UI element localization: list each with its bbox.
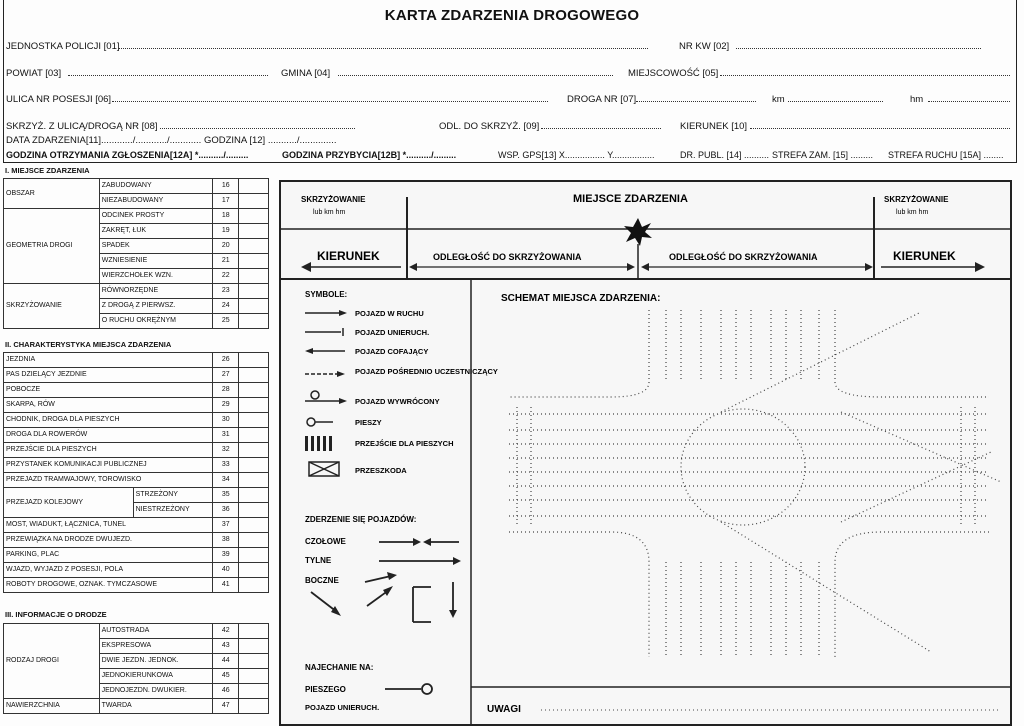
option-code: 18 — [213, 209, 239, 224]
czolowe-label: CZOŁOWE — [305, 537, 346, 546]
option-code: 26 — [213, 353, 239, 368]
table-row — [4, 284, 269, 299]
checkbox-cell[interactable] — [239, 368, 269, 383]
odleglosc-right-label: ODLEGŁOŚĆ DO SKRZYŻOWANIA — [669, 252, 818, 262]
najechanie-label: NAJECHANIE NA: — [305, 663, 374, 672]
odl-field[interactable] — [541, 128, 661, 129]
km-label: km — [772, 94, 785, 105]
option-code: 23 — [213, 284, 239, 299]
kierunek-right-label: KIERUNEK — [893, 249, 956, 263]
sym-pieszy: PIESZY — [355, 418, 382, 427]
sym-pojazd-posrednio: POJAZD POŚREDNIO UCZESTNICZĄCY — [355, 367, 498, 376]
option-label: DROGA DLA ROWERÓW — [4, 428, 213, 443]
ulica-field[interactable] — [112, 101, 548, 102]
table-row — [4, 624, 269, 639]
schemat-drawing — [281, 182, 1010, 724]
table-row — [4, 368, 269, 383]
hm-field[interactable] — [928, 101, 1010, 102]
checkbox-cell[interactable] — [239, 669, 269, 684]
table-row — [4, 413, 269, 428]
checkbox-cell[interactable] — [239, 518, 269, 533]
checkbox-cell[interactable] — [239, 314, 269, 329]
option-code: 17 — [213, 194, 239, 209]
kierunek-field[interactable] — [750, 128, 1010, 129]
table-row — [4, 518, 269, 533]
miejscowosc-field[interactable] — [720, 75, 1010, 76]
option-label: NIEZABUDOWANY — [99, 194, 213, 209]
godzina-przybycia[interactable]: GODZINA PRZYBYCIA[12B] *........../......... — [282, 150, 457, 160]
option-code: 36 — [213, 503, 239, 518]
powiat-field[interactable] — [68, 75, 268, 76]
option-label: ROBOTY DROGOWE, OZNAK. TYMCZASOWE — [4, 578, 213, 593]
table-row — [4, 563, 269, 578]
option-label: JEZDNIA — [4, 353, 213, 368]
kierunek-left-label: KIERUNEK — [317, 249, 380, 263]
checkbox-cell[interactable] — [239, 413, 269, 428]
option-code: 16 — [213, 179, 239, 194]
jednostka-label: JEDNOSTKA POLICJI [01] — [6, 41, 120, 52]
odleglosc-left-label: ODLEGŁOŚĆ DO SKRZYŻOWANIA — [433, 252, 582, 262]
checkbox-cell[interactable] — [239, 224, 269, 239]
table-row — [4, 488, 269, 503]
option-label: SKARPA, RÓW — [4, 398, 213, 413]
option-label: PRZEWIĄZKA NA DRODZE DWUJEZD. — [4, 533, 213, 548]
option-code: 21 — [213, 254, 239, 269]
strefa-zam[interactable]: STREFA ZAM. [15] ......... — [772, 150, 874, 160]
symbole-label: SYMBOLE: — [305, 290, 348, 299]
checkbox-cell[interactable] — [239, 179, 269, 194]
sym-przeszkoda: PRZESZKODA — [355, 466, 407, 475]
checkbox-cell[interactable] — [239, 699, 269, 714]
table-row — [4, 383, 269, 398]
checkbox-cell[interactable] — [239, 269, 269, 284]
section-1-table — [3, 178, 269, 329]
godzina-otrzymania[interactable]: GODZINA OTRZYMANIA ZGŁOSZENIA[12A] *........../......... — [6, 150, 249, 160]
group-label: GEOMETRIA DROGI — [4, 209, 100, 284]
table-row — [4, 428, 269, 443]
intersection-drawing — [509, 310, 1001, 657]
impact-star-icon — [624, 218, 652, 246]
section-2-table — [3, 352, 269, 593]
option-code: 38 — [213, 533, 239, 548]
table-row — [4, 443, 269, 458]
sym-pojazd-wywrocony: POJAZD WYWRÓCONY — [355, 397, 440, 406]
pieszego-label: PIESZEGO — [305, 685, 346, 694]
option-label: WIERZCHOŁEK WZN. — [99, 269, 213, 284]
checkbox-cell[interactable] — [239, 458, 269, 473]
option-label: ZABUDOWANY — [99, 179, 213, 194]
option-label: POBOCZE — [4, 383, 213, 398]
skrzyz-left-label: SKRZYŻOWANIE — [301, 195, 366, 204]
table-row — [4, 209, 269, 224]
tylne-label: TYLNE — [305, 556, 332, 565]
ulica-label: ULICA NR POSESJI [06] — [6, 94, 112, 105]
miejscowosc-label: MIEJSCOWOŚĆ [05] — [628, 68, 719, 79]
strefa-ruchu[interactable]: STREFA RUCHU [15A] ........ — [888, 150, 1004, 160]
checkbox-cell[interactable] — [239, 548, 269, 563]
sym-pojazd-unieruch: POJAZD UNIERUCH. — [355, 328, 430, 337]
option-label: ODCINEK PROSTY — [99, 209, 213, 224]
pojazd-unieruch-label: POJAZD UNIERUCH. — [305, 703, 380, 712]
dr-publ[interactable]: DR. PUBL. [14] .......... — [680, 150, 770, 160]
hm-label: hm — [910, 94, 924, 105]
option-code: 25 — [213, 314, 239, 329]
skrzyz-right-label: SKRZYŻOWANIE — [884, 195, 949, 204]
group-label: PRZEJAZD KOLEJOWY — [4, 488, 134, 518]
checkbox-cell[interactable] — [239, 639, 269, 654]
form-title: KARTA ZDARZENIA DROGOWEGO — [384, 7, 640, 24]
option-label: Z DROGĄ Z PIERWSZ. — [99, 299, 213, 314]
option-label: SPADEK — [99, 239, 213, 254]
option-label: JEDNOJEZDN. DWUKIER. — [99, 684, 213, 699]
kierunek-label: KIERUNEK [10] — [680, 121, 748, 132]
checkbox-cell[interactable] — [239, 398, 269, 413]
option-label: PRZYSTANEK KOMUNIKACJI PUBLICZNEJ — [4, 458, 213, 473]
data-zdarzenia[interactable]: DATA ZDARZENIA[11]............/............/............ GODZINA [12] .........../.............. — [6, 135, 337, 146]
checkbox-cell[interactable] — [239, 684, 269, 699]
checkbox-cell[interactable] — [239, 533, 269, 548]
checkbox-cell[interactable] — [239, 299, 269, 314]
checkbox-cell[interactable] — [239, 503, 269, 518]
table-row — [4, 548, 269, 563]
option-code: 44 — [213, 654, 239, 669]
option-label: WJAZD, WYJAZD Z POSESJI, POLA — [4, 563, 213, 578]
sym-przejscie: PRZEJŚCIE DLA PIESZYCH — [355, 439, 454, 448]
option-code: 30 — [213, 413, 239, 428]
option-label: PAS DZIELĄCY JEZDNIE — [4, 368, 213, 383]
checkbox-cell[interactable] — [239, 563, 269, 578]
option-code: 24 — [213, 299, 239, 314]
table-row — [4, 398, 269, 413]
option-label: PRZEJAZD TRAMWAJOWY, TOROWISKO — [4, 473, 213, 488]
option-code: 34 — [213, 473, 239, 488]
table-row — [4, 578, 269, 593]
boczne-label: BOCZNE — [305, 576, 339, 585]
group-label: SKRZYŻOWANIE — [4, 284, 100, 329]
option-label: TWARDA — [99, 699, 213, 714]
option-code: 42 — [213, 624, 239, 639]
miejsce-label: MIEJSCE ZDARZENIA — [573, 193, 688, 205]
option-label: PARKING, PLAC — [4, 548, 213, 563]
option-code: 43 — [213, 639, 239, 654]
table-row — [4, 699, 269, 714]
option-label: RÓWNORZĘDNE — [99, 284, 213, 299]
table-row — [4, 353, 269, 368]
option-code: 19 — [213, 224, 239, 239]
powiat-label: POWIAT [03] — [6, 68, 62, 79]
table-row — [4, 533, 269, 548]
option-code: 32 — [213, 443, 239, 458]
group-label: RODZAJ DROGI — [4, 624, 100, 699]
schemat-title: SCHEMAT MIEJSCA ZDARZENIA: — [501, 293, 661, 304]
checkbox-cell[interactable] — [239, 488, 269, 503]
option-label: DWIE JEZDN. JEDNOK. — [99, 654, 213, 669]
km-field[interactable] — [788, 101, 883, 102]
uwagi-label: UWAGI — [487, 704, 521, 715]
option-code: 29 — [213, 398, 239, 413]
droga-nr-label: DROGA NR [07] — [567, 94, 637, 105]
nr-kw-field[interactable] — [736, 48, 981, 49]
gmina-field[interactable] — [338, 75, 613, 76]
table-row — [4, 458, 269, 473]
checkbox-cell[interactable] — [239, 239, 269, 254]
checkbox-cell[interactable] — [239, 194, 269, 209]
option-label: CHODNIK, DROGA DLA PIESZYCH — [4, 413, 213, 428]
checkbox-cell[interactable] — [239, 428, 269, 443]
zderzenie-label: ZDERZENIE SIĘ POJAZDÓW: — [305, 515, 417, 524]
option-label: MOST, WIADUKT, ŁĄCZNICA, TUNEL — [4, 518, 213, 533]
checkbox-cell[interactable] — [239, 654, 269, 669]
option-label: PRZEJŚCIE DLA PIESZYCH — [4, 443, 213, 458]
nr-kw-label: NR KW [02] — [679, 41, 730, 52]
section-3-title: III. INFORMACJE O DRODZE — [5, 610, 107, 619]
checkbox-cell[interactable] — [239, 284, 269, 299]
gmina-label: GMINA [04] — [281, 68, 331, 79]
section-1-title: I. MIEJSCE ZDARZENIA — [5, 166, 90, 175]
section-2-title: II. CHARAKTERYSTYKA MIEJSCA ZDARZENIA — [5, 340, 172, 349]
option-label: STRZEŻONY — [133, 488, 213, 503]
option-code: 27 — [213, 368, 239, 383]
wsp-gps[interactable]: WSP. GPS[13] X................ Y................. — [498, 150, 655, 160]
option-code: 39 — [213, 548, 239, 563]
option-code: 31 — [213, 428, 239, 443]
option-label: EKSPRESOWA — [99, 639, 213, 654]
option-code: 41 — [213, 578, 239, 593]
skrzyz-left-sub: lub km hm — [313, 209, 346, 216]
group-label: OBSZAR — [4, 179, 100, 209]
option-code: 40 — [213, 563, 239, 578]
sym-pojazd-w-ruchu: POJAZD W RUCHU — [355, 309, 424, 318]
table-row — [4, 179, 269, 194]
checkbox-cell[interactable] — [239, 473, 269, 488]
option-code: 46 — [213, 684, 239, 699]
group-label: NAWIERZCHNIA — [4, 699, 100, 714]
checkbox-cell[interactable] — [239, 383, 269, 398]
schemat-panel — [279, 180, 1012, 726]
checkbox-cell[interactable] — [239, 209, 269, 224]
jednostka-field[interactable] — [118, 48, 648, 49]
skrzyz-label: SKRZYŻ. Z ULICĄ/DROGĄ NR [08] — [6, 121, 158, 132]
option-label: JEDNOKIERUNKOWA — [99, 669, 213, 684]
checkbox-cell[interactable] — [239, 624, 269, 639]
checkbox-cell[interactable] — [239, 353, 269, 368]
option-code: 20 — [213, 239, 239, 254]
option-label: WZNIESIENIE — [99, 254, 213, 269]
option-code: 33 — [213, 458, 239, 473]
option-label: ZAKRĘT, ŁUK — [99, 224, 213, 239]
checkbox-cell[interactable] — [239, 254, 269, 269]
checkbox-cell[interactable] — [239, 578, 269, 593]
option-label: NIESTRZEŻONY — [133, 503, 213, 518]
option-code: 45 — [213, 669, 239, 684]
option-code: 47 — [213, 699, 239, 714]
sym-pojazd-cofajacy: POJAZD COFAJĄCY — [355, 347, 429, 356]
skrzyz-field[interactable] — [160, 128, 355, 129]
section-3-table — [3, 623, 269, 714]
option-label: O RUCHU OKRĘŻNYM — [99, 314, 213, 329]
odl-label: ODL. DO SKRZYŻ. [09] — [439, 121, 540, 132]
option-code: 22 — [213, 269, 239, 284]
checkbox-cell[interactable] — [239, 443, 269, 458]
option-code: 35 — [213, 488, 239, 503]
skrzyz-right-sub: lub km hm — [896, 209, 929, 216]
table-row — [4, 473, 269, 488]
option-code: 37 — [213, 518, 239, 533]
option-label: AUTOSTRADA — [99, 624, 213, 639]
droga-nr-field[interactable] — [636, 101, 756, 102]
option-code: 28 — [213, 383, 239, 398]
